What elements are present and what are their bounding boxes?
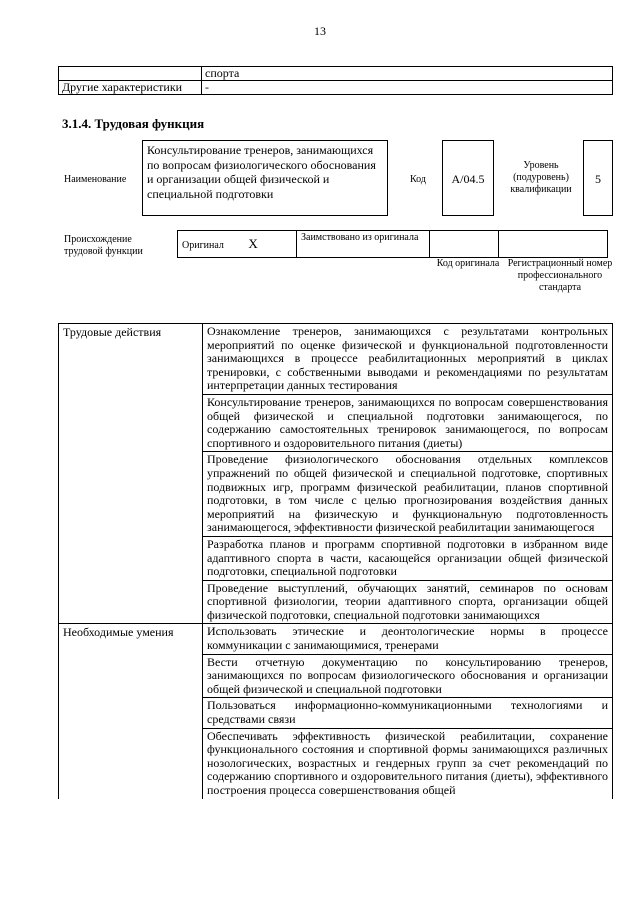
skills-label: Необходимые умения [59, 624, 203, 799]
characteristics-table [58, 66, 613, 95]
table-row [178, 231, 608, 258]
original-mark: X [248, 236, 258, 251]
skill-item: Пользоваться информационно-коммуникационными технологиями и средствами связи [203, 698, 613, 728]
naming-label: Наименование [64, 174, 127, 185]
qualification-level-label: Уровень (подуровень) квалификации [510, 160, 572, 195]
code-label: Код [410, 174, 426, 185]
table-cell [59, 67, 202, 81]
origin-table [177, 230, 608, 258]
origin-label [64, 234, 143, 258]
table-row [59, 81, 613, 95]
original-label: Оригинал [182, 240, 224, 251]
labor-action-item: Проведение физиологического обоснования отдельных комплексов упражнений по общей физической и специальной подготовке, спортивных подвижных игр, программ физической реабилитации, планов спортивной подготовки, в том числе с целью прогнозирования воздействия данных мероприятий на физическую и функциональную подготовленность занимающегося, эффективности физической реабилитации занимающегося [203, 452, 613, 537]
skill-item: Обеспечивать эффективность физической реабилитации, сохранение функционального состояния и спортивной формы занимающихся различных нозологических, возрастных и гендерных групп за счет рекомендаций по содержанию спортивного и оздоровительного питания (диеты), эффективного построения процесса совершенствования общей [203, 728, 613, 798]
function-table [58, 323, 613, 799]
skill-item: Вести отчетную документацию по консультированию тренеров, занимающихся по вопросам физиологического обоснования и организации общей физической и специальной подготовки [203, 654, 613, 698]
other-characteristics-label: Другие характеристики [59, 81, 202, 95]
origin-label-line: Происхождение [64, 234, 132, 245]
labor-action-item: Ознакомление тренеров, занимающихся с результатами контрольных мероприятий по оценке физической и функциональной подготовленности занимающихся в процессе реабилитационных мероприятий в циклах тренировки, с собственными выводами и рекомендациями по результатам интерпретации данных тестирования [203, 324, 613, 395]
labor-action-item: Проведение выступлений, обучающих занятий, семинаров по основам спортивной физиологии, теории адаптивного спорта, организации общей физической подготовки, специальной подготовки занимающихся [203, 580, 613, 624]
registration-number-cell [499, 231, 608, 258]
registration-caption: Регистрационный номер профессионального стандарта [507, 258, 613, 293]
table-row [59, 67, 613, 81]
origin-label-line: трудовой функции [64, 246, 143, 257]
original-code-cell [430, 231, 499, 258]
labor-action-item: Разработка планов и программ спортивной подготовки в избранном виде адаптивного спорта в части, касающейся организации общей физической подготовки, специальной подготовки [203, 536, 613, 580]
table-row [59, 324, 613, 395]
qualification-level-value: 5 [583, 140, 613, 216]
skill-item: Использовать этические и деонтологические нормы в процессе коммуникации с занимающимися, тренерами [203, 624, 613, 654]
code-caption: Код оригинала [436, 258, 500, 269]
page-number: 13 [314, 24, 326, 38]
section-title: 3.1.4. Трудовая функция [62, 116, 205, 131]
labor-action-item: Консультирование тренеров, занимающихся по вопросам совершенствования общей физической и специальной подготовки занимающегося, по содержанию самостоятельных тренировок занимающегося, по вопросам спортивного и оздоровительного питания (диеты) [203, 394, 613, 451]
other-characteristics-value: - [202, 81, 613, 95]
naming-value: Консультирование тренеров, занимающихся по вопросам физиологического обоснования и организации общей физической и специальной подготовки [142, 140, 388, 216]
table-row [59, 624, 613, 654]
labor-actions-label: Трудовые действия [59, 324, 203, 624]
table-cell: спорта [202, 67, 613, 81]
code-value: A/04.5 [442, 140, 494, 216]
original-cell [178, 231, 297, 258]
borrowed-label: Заимствовано из оригинала [297, 231, 430, 258]
